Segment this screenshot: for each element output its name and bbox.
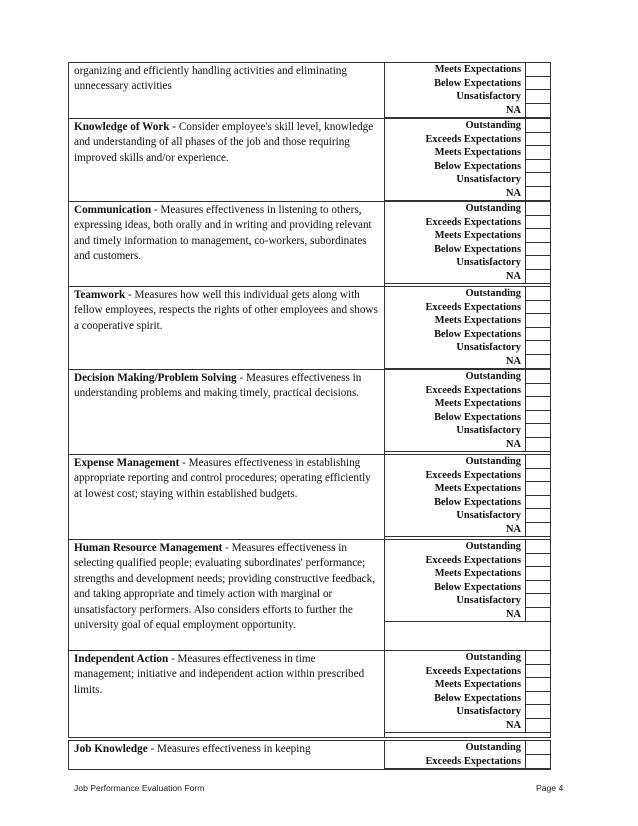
criterion-text: organizing and efficiently handling activities and eliminating unnecessary activities: [74, 65, 347, 93]
rating-option-outstanding: [385, 202, 550, 216]
criterion-title: Decision Making/Problem Solving: [74, 372, 237, 384]
rating-label: NA: [505, 270, 521, 282]
rating-checkbox[interactable]: [525, 202, 550, 216]
criterion-title: Teamwork: [74, 289, 126, 301]
rating-option-below-expectations: [385, 496, 550, 510]
rating-filler: [385, 732, 550, 737]
rating-checkbox[interactable]: [525, 509, 550, 523]
rating-label: Meets Expectations: [434, 147, 521, 158]
rating-option-unsatisfactory: [385, 705, 550, 719]
rating-options: [385, 119, 550, 201]
rating-option-below-expectations: [385, 328, 550, 342]
rating-label: Exceeds Expectations: [425, 216, 521, 228]
rating-label: NA: [505, 355, 521, 367]
criterion-row: [69, 454, 550, 539]
rating-checkbox[interactable]: [525, 567, 550, 581]
rating-option-below-expectations: [385, 692, 550, 706]
rating-checkbox[interactable]: [525, 370, 550, 384]
rating-label: Unsatisfactory: [456, 91, 521, 102]
rating-options: [385, 370, 550, 454]
rating-label: Meets Expectations: [434, 230, 521, 241]
rating-options: [385, 63, 550, 118]
criterion-description: [69, 287, 385, 369]
rating-checkbox[interactable]: [525, 104, 550, 118]
rating-option-unsatisfactory: [385, 424, 550, 438]
rating-checkbox[interactable]: [525, 438, 550, 452]
rating-label: Meets Expectations: [434, 679, 521, 690]
rating-label: Outstanding: [465, 652, 521, 663]
rating-checkbox[interactable]: [525, 384, 550, 398]
criterion-row: [69, 63, 550, 118]
rating-filler: [385, 368, 550, 369]
rating-option-na: [385, 104, 550, 118]
rating-label: Below Expectations: [434, 581, 521, 593]
rating-option-outstanding: [385, 455, 550, 469]
footer-form-title: Job Performance Evaluation Form: [74, 783, 205, 793]
criterion-text: - Measures effectiveness in understanding problems and making timely, practical decisions.: [74, 372, 362, 400]
rating-option-meets-expectations: [385, 567, 550, 581]
rating-checkbox[interactable]: [525, 160, 550, 174]
rating-label: Exceeds Expectations: [425, 133, 521, 145]
rating-checkbox[interactable]: [525, 173, 550, 187]
rating-option-meets-expectations: [385, 482, 550, 496]
rating-label: Exceeds Expectations: [425, 301, 521, 313]
criterion-description: [69, 741, 385, 769]
rating-checkbox[interactable]: [525, 665, 550, 679]
rating-checkbox[interactable]: [525, 77, 550, 91]
rating-checkbox[interactable]: [525, 146, 550, 160]
criterion-text: - Measures effectiveness in keeping: [147, 743, 311, 755]
rating-option-na: [385, 355, 550, 369]
rating-filler: [385, 200, 550, 201]
criterion-row: [69, 539, 550, 650]
evaluation-table: [68, 62, 551, 738]
rating-label: NA: [505, 438, 521, 450]
rating-checkbox[interactable]: [525, 424, 550, 438]
rating-checkbox[interactable]: [525, 90, 550, 104]
rating-checkbox[interactable]: [525, 594, 550, 608]
rating-checkbox[interactable]: [525, 256, 550, 270]
rating-checkbox[interactable]: [525, 314, 550, 328]
rating-option-below-expectations: [385, 77, 550, 91]
rating-checkbox[interactable]: [525, 523, 550, 537]
rating-filler: [385, 117, 550, 118]
rating-option-exceeds-expectations: [385, 301, 550, 315]
rating-option-below-expectations: [385, 243, 550, 257]
rating-label: NA: [505, 608, 521, 620]
rating-option-exceeds-expectations: [385, 384, 550, 398]
rating-label: Outstanding: [465, 203, 521, 214]
rating-option-outstanding: [385, 651, 550, 665]
rating-label: Outstanding: [465, 456, 521, 467]
rating-label: Meets Expectations: [434, 64, 521, 75]
rating-checkbox[interactable]: [525, 243, 550, 257]
rating-label: NA: [505, 187, 521, 199]
rating-checkbox[interactable]: [525, 678, 550, 692]
rating-label: NA: [505, 104, 521, 116]
rating-label: Outstanding: [465, 371, 521, 382]
rating-options: [385, 741, 550, 769]
rating-label: Outstanding: [465, 541, 521, 552]
rating-options: [385, 455, 550, 539]
rating-label: Below Expectations: [434, 411, 521, 423]
rating-label: Unsatisfactory: [456, 425, 521, 436]
rating-option-below-expectations: [385, 411, 550, 425]
rating-checkbox[interactable]: [525, 755, 550, 769]
rating-label: Meets Expectations: [434, 483, 521, 494]
rating-option-outstanding: [385, 119, 550, 133]
rating-checkbox[interactable]: [525, 692, 550, 706]
rating-option-na: [385, 608, 550, 622]
rating-option-exceeds-expectations: [385, 665, 550, 679]
rating-label: Unsatisfactory: [456, 510, 521, 521]
rating-label: Unsatisfactory: [456, 257, 521, 268]
rating-label: Exceeds Expectations: [425, 384, 521, 396]
rating-option-unsatisfactory: [385, 173, 550, 187]
criterion-title: Expense Management: [74, 457, 180, 469]
rating-checkbox[interactable]: [525, 608, 550, 622]
rating-option-na: [385, 438, 550, 452]
criterion-description: [69, 651, 385, 737]
rating-label: NA: [505, 719, 521, 731]
rating-option-unsatisfactory: [385, 509, 550, 523]
criterion-row: [69, 741, 550, 769]
rating-option-na: [385, 719, 550, 733]
rating-option-below-expectations: [385, 581, 550, 595]
rating-checkbox[interactable]: [525, 187, 550, 201]
rating-option-meets-expectations: [385, 397, 550, 411]
rating-checkbox[interactable]: [525, 705, 550, 719]
criterion-description: [69, 455, 385, 539]
rating-option-unsatisfactory: [385, 256, 550, 270]
rating-option-meets-expectations: [385, 678, 550, 692]
criterion-title: Knowledge of Work -: [74, 121, 179, 133]
rating-option-meets-expectations: [385, 146, 550, 160]
criterion-title: Human Resource Management: [74, 542, 223, 554]
criterion-row: [69, 286, 550, 369]
rating-option-outstanding: [385, 370, 550, 384]
rating-options: [385, 287, 550, 369]
rating-option-below-expectations: [385, 160, 550, 174]
criterion-text: - Measures effectiveness in selecting qualified people; evaluating subordinates' performance; strengths and development needs; providing constructive feedback, and taking appropriate and timely action with marginal or unsatisfactory performers. Also considers efforts to further the university goal of equal employment opportunity.: [74, 542, 376, 632]
rating-label: Below Expectations: [434, 77, 521, 89]
criterion-description: [69, 63, 385, 118]
rating-label: Unsatisfactory: [456, 706, 521, 717]
criterion-text: - Measures how well this individual gets along with fellow employees, respects the rights of other employees and shows a cooperative spirit.: [74, 289, 378, 332]
rating-checkbox[interactable]: [525, 741, 550, 755]
rating-option-outstanding: [385, 540, 550, 554]
rating-checkbox[interactable]: [525, 301, 550, 315]
rating-filler: [385, 283, 550, 286]
criterion-row: [69, 369, 550, 454]
rating-option-outstanding: [385, 287, 550, 301]
criterion-description: [69, 202, 385, 286]
rating-label: Below Expectations: [434, 160, 521, 172]
rating-label: Below Expectations: [434, 243, 521, 255]
rating-checkbox[interactable]: [525, 540, 550, 554]
rating-options: [385, 202, 550, 286]
rating-checkbox[interactable]: [525, 216, 550, 230]
rating-checkbox[interactable]: [525, 229, 550, 243]
rating-label: Unsatisfactory: [456, 342, 521, 353]
criterion-description: [69, 370, 385, 454]
rating-label: Unsatisfactory: [456, 595, 521, 606]
rating-checkbox[interactable]: [525, 581, 550, 595]
criterion-description: [69, 540, 385, 650]
criterion-title: Job Knowledge: [74, 743, 148, 755]
criterion-row: [69, 650, 550, 737]
rating-option-meets-expectations: [385, 314, 550, 328]
rating-option-meets-expectations: [385, 63, 550, 77]
rating-option-exceeds-expectations: [385, 216, 550, 230]
footer-page-number: Page 4: [536, 783, 564, 793]
rating-checkbox[interactable]: [525, 496, 550, 510]
rating-checkbox[interactable]: [525, 651, 550, 665]
rating-option-exceeds-expectations: [385, 133, 550, 147]
rating-label: Exceeds Expectations: [425, 665, 521, 677]
rating-option-na: [385, 270, 550, 284]
rating-label: Unsatisfactory: [456, 174, 521, 185]
rating-label: Below Expectations: [434, 496, 521, 508]
rating-option-unsatisfactory: [385, 594, 550, 608]
rating-option-outstanding: [385, 741, 550, 755]
rating-checkbox[interactable]: [525, 328, 550, 342]
criterion-text: - Measures effectiveness in listening to others, expressing ideas, both orally and in writing and providing relevant and timely information to management, co-workers, subordinates and customers.: [74, 204, 372, 263]
rating-label: Exceeds Expectations: [425, 554, 521, 566]
rating-options: [385, 540, 550, 650]
criterion-title: Communication: [74, 204, 152, 216]
rating-filler: [385, 536, 550, 539]
rating-option-unsatisfactory: [385, 341, 550, 355]
rating-checkbox[interactable]: [525, 469, 550, 483]
criterion-text: - Measures effectiveness in establishing appropriate reporting and control procedures; operating efficiently at lowest cost; staying within established budgets.: [74, 457, 371, 500]
rating-label: Below Expectations: [434, 328, 521, 340]
criterion-row: [69, 118, 550, 201]
rating-options: [385, 651, 550, 737]
criterion-title: Independent Action: [74, 653, 169, 665]
rating-label: Meets Expectations: [434, 315, 521, 326]
criterion-text: - Measures effectiveness in time management; initiative and independent action within prescribed limits.: [74, 653, 365, 696]
rating-checkbox[interactable]: [525, 455, 550, 469]
criterion-text: Consider employee's skill level, knowledge and understanding of all phases of the job and those requiring improved skills and/or experience.: [74, 121, 374, 164]
rating-checkbox[interactable]: [525, 341, 550, 355]
rating-checkbox[interactable]: [525, 411, 550, 425]
rating-option-meets-expectations: [385, 229, 550, 243]
rating-checkbox[interactable]: [525, 397, 550, 411]
rating-checkbox[interactable]: [525, 719, 550, 733]
rating-label: Below Expectations: [434, 692, 521, 704]
rating-option-exceeds-expectations: [385, 469, 550, 483]
rating-label: Outstanding: [465, 742, 521, 753]
rating-label: Outstanding: [465, 288, 521, 299]
rating-label: Meets Expectations: [434, 398, 521, 409]
rating-label: NA: [505, 523, 521, 535]
rating-checkbox[interactable]: [525, 63, 550, 77]
rating-option-exceeds-expectations: [385, 554, 550, 568]
rating-checkbox[interactable]: [525, 270, 550, 284]
rating-checkbox[interactable]: [525, 554, 550, 568]
job-knowledge-table: [68, 740, 551, 770]
rating-label: Meets Expectations: [434, 568, 521, 579]
rating-option-unsatisfactory: [385, 90, 550, 104]
rating-option-exceeds-expectations: [385, 755, 550, 769]
criterion-row: [69, 201, 550, 286]
rating-option-na: [385, 523, 550, 537]
rating-label: Exceeds Expectations: [425, 755, 521, 767]
rating-filler: [385, 451, 550, 454]
rating-label: Exceeds Expectations: [425, 469, 521, 481]
rating-checkbox[interactable]: [525, 133, 550, 147]
rating-label: Outstanding: [465, 120, 521, 131]
rating-filler: [385, 768, 550, 769]
rating-checkbox[interactable]: [525, 287, 550, 301]
rating-filler: [385, 621, 550, 650]
rating-option-na: [385, 187, 550, 201]
rating-checkbox[interactable]: [525, 355, 550, 369]
criterion-description: [69, 119, 385, 201]
rating-checkbox[interactable]: [525, 482, 550, 496]
rating-checkbox[interactable]: [525, 119, 550, 133]
